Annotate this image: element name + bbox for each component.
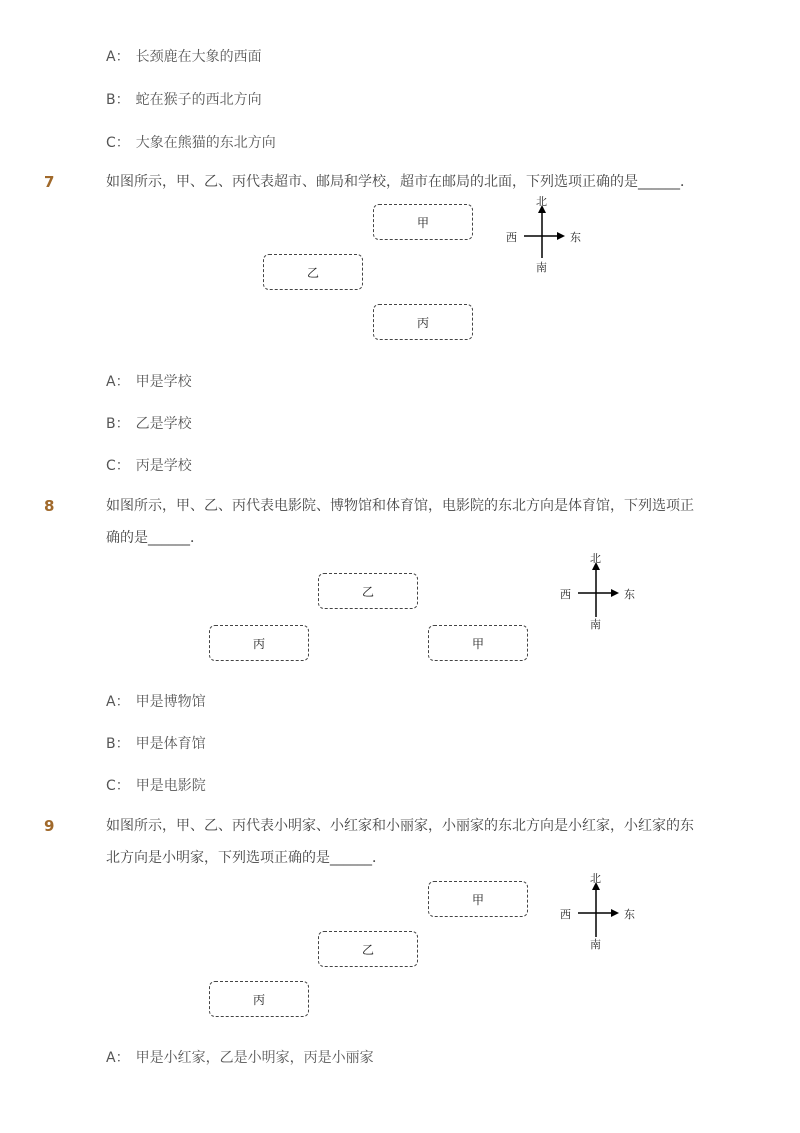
q9-option-a[interactable] <box>106 1047 374 1067</box>
option-letter: B： <box>106 736 130 752</box>
question-7-text: 如图所示，甲、乙、丙代表超市、邮局和学校，超市在邮局的北面，下列选项正确的是______． <box>106 174 694 190</box>
option-text: 乙是学校 <box>135 416 192 432</box>
diagram-box-yi: 乙 <box>263 254 363 290</box>
q7-option-c[interactable] <box>106 455 192 475</box>
question-number-7: 7 <box>44 173 55 191</box>
q8-option-a[interactable] <box>106 691 206 711</box>
option-text: 甲是小红家，乙是小明家，丙是小丽家 <box>135 1050 374 1066</box>
compass-south-label: 南 <box>590 938 601 951</box>
question-8-text-line2: 确的是______． <box>106 530 204 546</box>
option-letter: A： <box>106 694 130 710</box>
option-text: 甲是博物馆 <box>135 694 206 710</box>
option-letter: A： <box>106 49 130 65</box>
question-8-text-line1: 如图所示，甲、乙、丙代表电影院、博物馆和体育馆，电影院的东北方向是体育馆，下列选项正 <box>106 498 694 514</box>
q6-option-b[interactable] <box>106 89 262 109</box>
option-text: 大象在熊猫的东北方向 <box>135 135 276 151</box>
option-text: 丙是学校 <box>135 458 192 474</box>
compass-west-label: 西 <box>560 588 571 601</box>
q8-option-c[interactable] <box>106 775 206 795</box>
question-number-8: 8 <box>44 497 55 515</box>
compass-south-label: 南 <box>590 618 601 631</box>
compass-north-label: 北 <box>590 872 601 885</box>
diagram-box-jia: 甲 <box>428 625 528 661</box>
diagram-box-jia: 甲 <box>428 881 528 917</box>
compass-rose <box>556 873 636 953</box>
compass-rose <box>502 196 582 276</box>
option-text: 长颈鹿在大象的西面 <box>135 49 262 65</box>
diagram-box-bing: 丙 <box>209 981 309 1017</box>
compass-north-label: 北 <box>590 552 601 565</box>
option-letter: B： <box>106 92 130 108</box>
question-9-text-line1: 如图所示，甲、乙、丙代表小明家、小红家和小丽家，小丽家的东北方向是小红家，小红家的东 <box>106 818 694 834</box>
q8-option-b[interactable] <box>106 733 206 753</box>
option-text: 甲是体育馆 <box>135 736 206 752</box>
compass-west-label: 西 <box>560 908 571 921</box>
q6-option-c[interactable] <box>106 132 276 152</box>
option-letter: A： <box>106 374 130 390</box>
diagram-box-jia: 甲 <box>373 204 473 240</box>
option-text: 甲是电影院 <box>135 778 206 794</box>
q7-option-b[interactable] <box>106 413 192 433</box>
option-letter: B： <box>106 416 130 432</box>
compass-rose <box>556 553 636 633</box>
diagram-box-yi: 乙 <box>318 931 418 967</box>
compass-east-label: 东 <box>570 231 581 244</box>
question-9-text-line2: 北方向是小明家，下列选项正确的是______． <box>106 850 386 866</box>
question-number-9: 9 <box>44 817 55 835</box>
q6-option-a[interactable] <box>106 46 262 66</box>
compass-east-label: 东 <box>624 588 635 601</box>
option-letter: A： <box>106 1050 130 1066</box>
compass-south-label: 南 <box>536 261 547 274</box>
diagram-box-bing: 丙 <box>373 304 473 340</box>
diagram-box-yi: 乙 <box>318 573 418 609</box>
option-text: 蛇在猴子的西北方向 <box>135 92 262 108</box>
compass-west-label: 西 <box>506 231 517 244</box>
option-letter: C： <box>106 778 130 794</box>
q7-option-a[interactable] <box>106 371 192 391</box>
option-letter: C： <box>106 458 130 474</box>
compass-north-label: 北 <box>536 195 547 208</box>
diagram-box-bing: 丙 <box>209 625 309 661</box>
option-text: 甲是学校 <box>135 374 192 390</box>
option-letter: C： <box>106 135 130 151</box>
compass-east-label: 东 <box>624 908 635 921</box>
